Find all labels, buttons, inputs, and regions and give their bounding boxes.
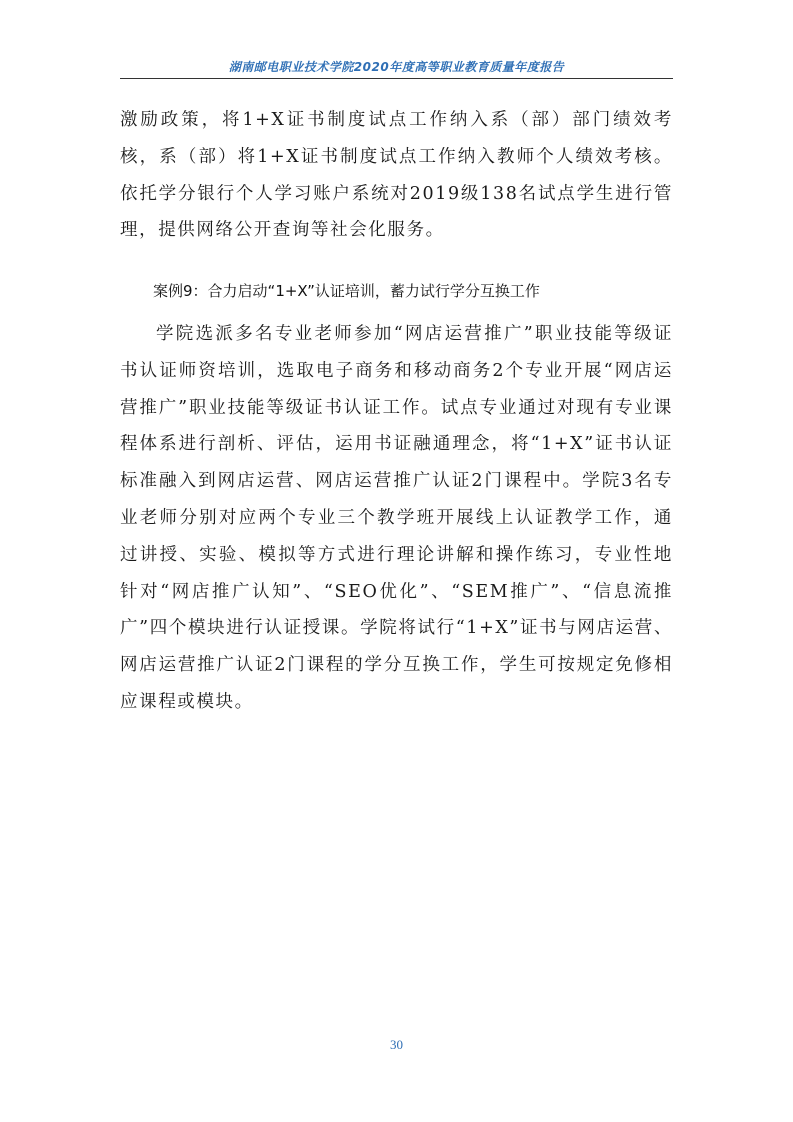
page-number: 30 <box>390 1037 403 1052</box>
case-heading: 案例9：合力启动“1+X”认证培训，蓄力试行学分互换工作 <box>153 282 540 300</box>
header-divider <box>120 78 673 79</box>
running-header-title: 湖南邮电职业技术学院2020年度高等职业教育质量年度报告 <box>228 60 565 74</box>
body-paragraph-1: 激励政策，将1+X证书制度试点工作纳入系（部）部门绩效考核，系（部）将1+X证书制度试点工作纳入教师个人绩效考核。依托学分银行个人学习账户系统对2019级138名试点学生进行管理，提供网络公开查询等社会化服务。 <box>120 110 673 241</box>
body-paragraph-2: 学院选派多名专业老师参加“网店运营推广”职业技能等级证书认证师资培训，选取电子商务和移动商务2个专业开展“网店运营推广”职业技能等级证书认证工作。试点专业通过对现有专业课程体系进行剖析、评估，运用书证融通理念，将“1+X”证书认证标准融入到网店运营、网店运营推广认证2门课程中。学院3名专业老师分别对应两个专业三个教学班开展线上认证教学工作，通过讲授、实验、模拟等方式进行理论讲解和操作练习，专业性地针对“网店推广认知”、“SEO优化”、“SEM推广”、“信息流推广”四个模块进行认证授课。学院将试行“1+X”证书与网店运营、网店运营推广认证2门课程的学分互换工作，学生可按规定免修相应课程或模块。 <box>120 324 673 712</box>
